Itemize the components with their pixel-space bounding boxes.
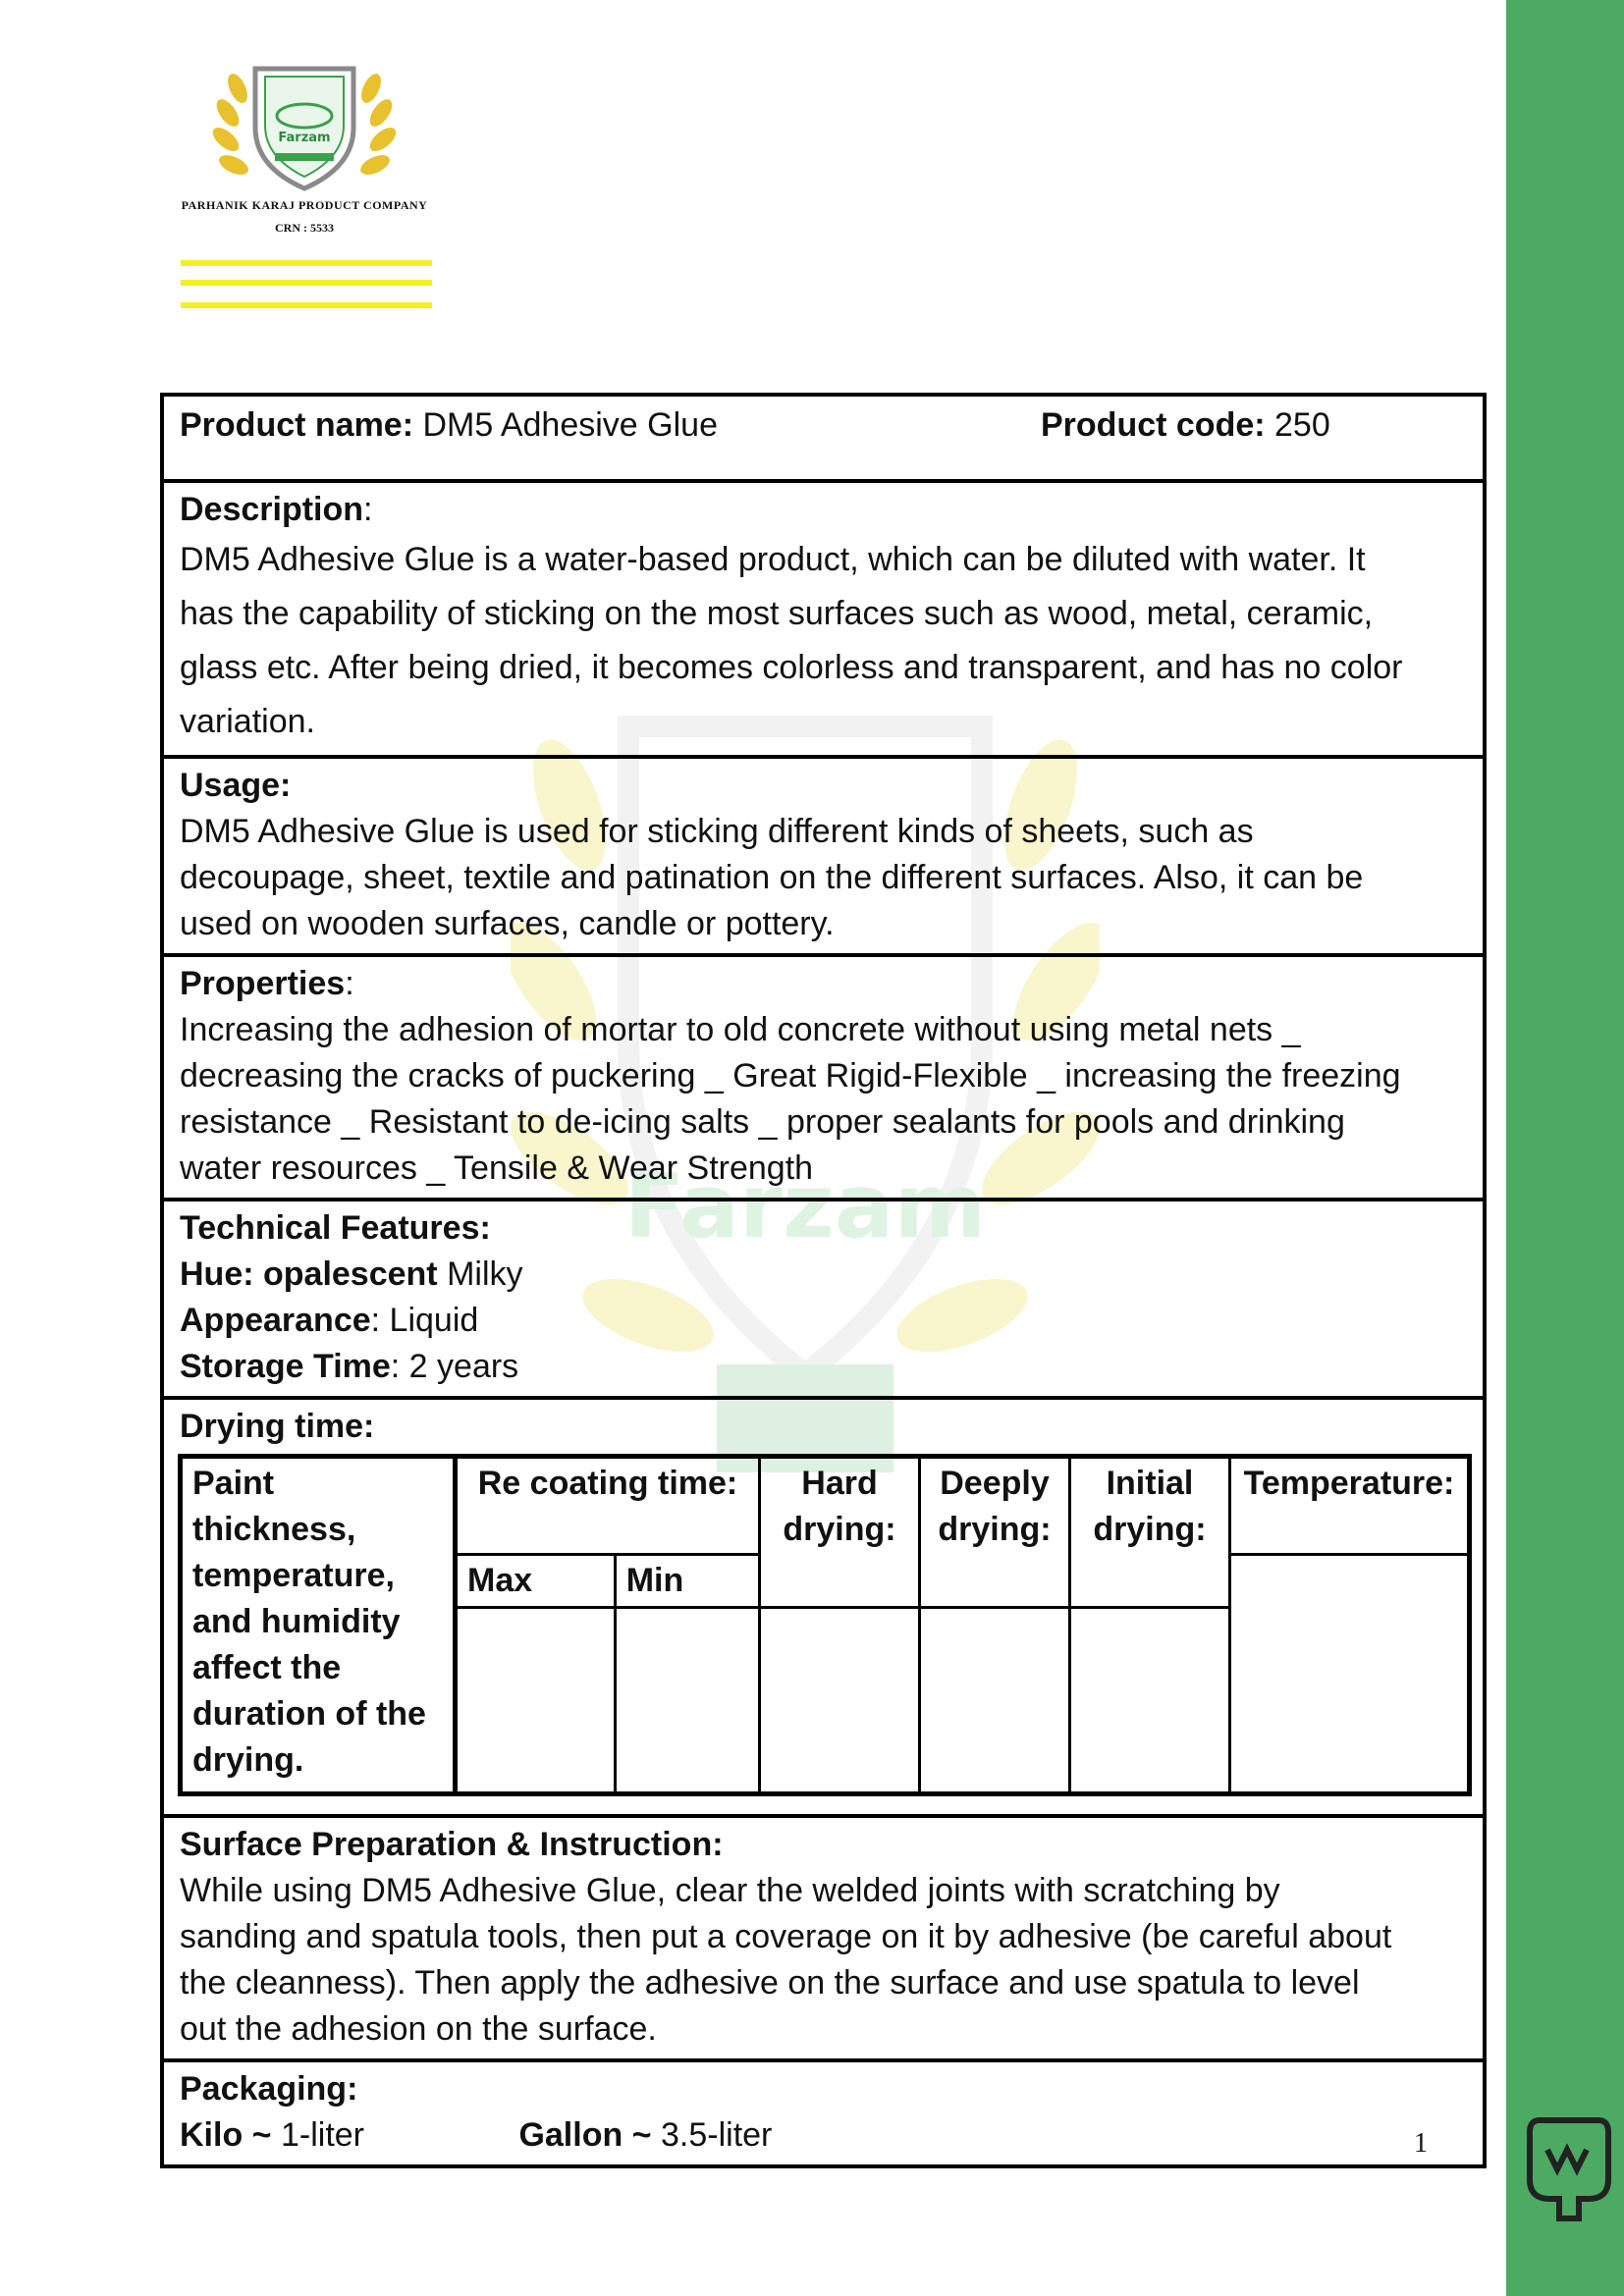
yellow-rule — [181, 280, 432, 286]
appearance-value: : Liquid — [370, 1302, 479, 1339]
hue-label: Hue: opalescent — [180, 1255, 438, 1293]
hard-drying-cell — [760, 1608, 920, 1794]
surface-line: the cleanness). Then apply the adhesive on the surface and use spatula to level — [180, 1964, 1360, 2002]
description-section — [164, 483, 1483, 759]
usage-heading: Usage: — [180, 767, 292, 804]
usage-section — [164, 759, 1483, 957]
product-name-value: DM5 Adhesive Glue — [413, 406, 718, 444]
standard-mark — [1520, 2110, 1618, 2287]
properties-line: resistance _ Resistant to de-icing salts _ proper sealants for pools and drinking — [180, 1103, 1345, 1141]
hue-value: Milky — [437, 1255, 523, 1293]
max-cell — [456, 1608, 616, 1794]
temperature-header: Temperature: — [1230, 1457, 1470, 1555]
product-code-label: Product code: — [1041, 406, 1266, 444]
usage-line: used on wooden surfaces, candle or pottery. — [180, 905, 835, 942]
packaging-heading: Packaging: — [180, 2070, 358, 2108]
gallon-label: Gallon ~ — [518, 2116, 652, 2154]
technical-features-section — [164, 1201, 1483, 1400]
technical-heading: Technical Features: — [180, 1209, 491, 1247]
drying-note: Paint thickness, temperature, and humidity affect the duration of the drying. — [181, 1457, 456, 1794]
product-data-sheet — [160, 393, 1487, 2168]
storage-label: Storage Time — [180, 1348, 391, 1385]
appearance-label: Appearance — [180, 1302, 371, 1339]
description-line: DM5 Adhesive Glue is a water-based product, which can be diluted with water. It — [180, 541, 1366, 578]
company-name: PARHANIK KARAJ PRODUCT COMPANY — [181, 198, 428, 212]
surface-heading: Surface Preparation & Instruction: — [180, 1826, 724, 1863]
svg-text:Farzam: Farzam — [623, 1155, 987, 1258]
kilo-label: Kilo ~ — [180, 2116, 272, 2154]
description-line: glass etc. After being dried, it becomes colorless and transparent, and has no color — [180, 649, 1403, 686]
company-logo — [167, 59, 452, 344]
product-code-value: 250 — [1265, 406, 1330, 444]
yellow-rule — [181, 260, 432, 266]
description-colon: : — [363, 491, 373, 528]
description-heading: Description — [180, 491, 364, 528]
properties-line: decreasing the cracks of puckering _ Great Rigid-Flexible _ increasing the freezing — [180, 1057, 1401, 1095]
green-sidebar — [1506, 0, 1624, 2296]
min-cell — [615, 1608, 759, 1794]
initial-drying-cell — [1070, 1608, 1230, 1794]
properties-heading: Properties — [180, 965, 346, 1002]
product-title-row — [164, 397, 1483, 483]
surface-line: sanding and spatula tools, then put a coverage on it by adhesive (be careful about — [180, 1918, 1392, 1955]
description-line: variation. — [180, 703, 315, 740]
initial-drying-header: Initial drying: — [1070, 1457, 1230, 1608]
surface-preparation-section — [164, 1818, 1483, 2062]
min-header: Min — [615, 1555, 759, 1608]
properties-section — [164, 957, 1483, 1201]
max-header: Max — [456, 1555, 616, 1608]
standard-mark-icon — [1520, 2110, 1618, 2228]
hard-drying-header: Hard drying: — [760, 1457, 920, 1608]
packaging-section — [164, 2062, 1483, 2164]
gallon-value: 3.5-liter — [651, 2116, 773, 2154]
surface-line: out the adhesion on the surface. — [180, 2010, 657, 2048]
properties-line: Increasing the adhesion of mortar to old concrete without using metal nets _ — [180, 1011, 1301, 1048]
description-line: has the capability of sticking on the most surfaces such as wood, metal, ceramic, — [180, 595, 1374, 632]
product-name-label: Product name: — [180, 406, 414, 444]
drying-heading: Drying time: — [180, 1408, 375, 1445]
usage-line: decoupage, sheet, textile and patination on the different surfaces. Also, it can be — [180, 859, 1364, 896]
properties-line: water resources _ Tensile & Wear Strength — [180, 1149, 814, 1187]
deeply-drying-cell — [920, 1608, 1070, 1794]
usage-line: DM5 Adhesive Glue is used for sticking different kinds of sheets, such as — [180, 813, 1254, 850]
svg-text:Farzam: Farzam — [278, 131, 331, 145]
surface-line: While using DM5 Adhesive Glue, clear the welded joints with scratching by — [180, 1872, 1280, 1909]
page-number: 1 — [1414, 2128, 1428, 2159]
properties-colon: : — [345, 965, 354, 1002]
storage-value: : 2 years — [390, 1348, 519, 1385]
company-crn: CRN : 5533 — [275, 221, 334, 235]
deeply-drying-header: Deeply drying: — [920, 1457, 1070, 1608]
temperature-cell — [1230, 1555, 1470, 1794]
recoating-header: Re coating time: — [456, 1457, 760, 1555]
drying-time-section — [164, 1400, 1483, 1818]
drying-time-table — [178, 1454, 1472, 1796]
kilo-value: 1-liter — [271, 2116, 364, 2154]
yellow-rule — [181, 302, 432, 308]
wheat-shield-emblem — [167, 59, 442, 196]
